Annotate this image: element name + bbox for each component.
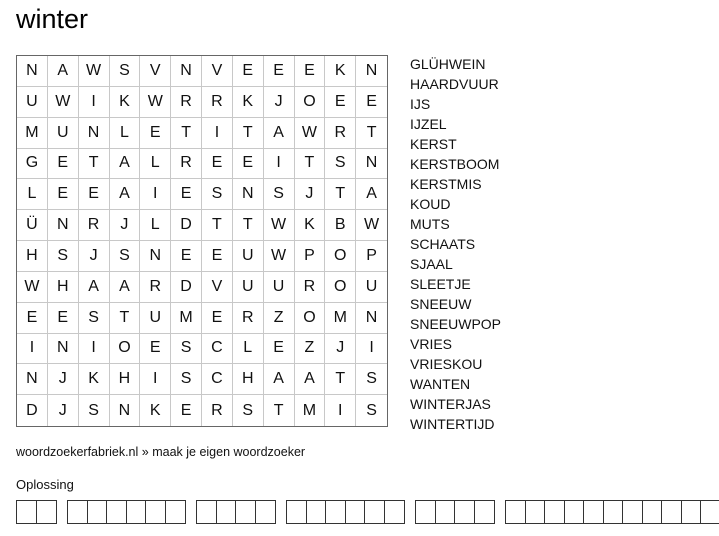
word-list-item: SJAAL [410, 256, 453, 272]
word-list-item: MUTS [410, 216, 450, 232]
grid-cell[interactable]: T [264, 395, 295, 426]
word-list-item: GLÜHWEIN [410, 56, 486, 72]
grid-cell[interactable]: L [140, 149, 171, 180]
grid-cell[interactable]: E [202, 149, 233, 180]
word-list-item: KERST [410, 136, 457, 152]
grid-cell[interactable]: E [356, 87, 387, 118]
grid-cell[interactable]: M [295, 395, 326, 426]
grid-cell[interactable]: J [48, 364, 79, 395]
grid-cell[interactable]: L [233, 334, 264, 365]
grid-cell[interactable]: M [325, 303, 356, 334]
footer-separator: » [138, 445, 153, 459]
grid-cell[interactable]: S [356, 364, 387, 395]
solution-group [286, 500, 405, 524]
grid-cell[interactable]: D [171, 210, 202, 241]
grid-cell[interactable]: T [356, 118, 387, 149]
solution-letter-box[interactable] [455, 501, 475, 523]
solution-letter-box[interactable] [346, 501, 366, 523]
solution-letter-box[interactable] [127, 501, 147, 523]
grid-cell[interactable]: E [295, 56, 326, 87]
grid-cell[interactable]: B [325, 210, 356, 241]
grid-cell[interactable]: T [79, 149, 110, 180]
grid-cell[interactable]: W [264, 210, 295, 241]
grid-cell[interactable]: A [356, 179, 387, 210]
grid-cell[interactable]: O [295, 303, 326, 334]
solution-letter-box[interactable] [701, 501, 719, 523]
grid-cell[interactable]: V [140, 56, 171, 87]
grid-cell[interactable]: S [202, 179, 233, 210]
grid-cell[interactable]: A [264, 118, 295, 149]
grid-cell[interactable]: R [79, 210, 110, 241]
grid-cell[interactable]: E [140, 334, 171, 365]
grid-cell[interactable]: U [48, 118, 79, 149]
solution-letter-box[interactable] [37, 501, 57, 523]
grid-cell[interactable]: T [325, 179, 356, 210]
word-list-item: KERSTBOOM [410, 156, 500, 172]
solution-letter-box[interactable] [307, 501, 327, 523]
solution-group [16, 500, 57, 524]
grid-cell[interactable]: E [264, 334, 295, 365]
solution-letter-box[interactable] [236, 501, 256, 523]
grid-cell[interactable]: O [295, 87, 326, 118]
solution-letter-box[interactable] [475, 501, 495, 523]
grid-cell[interactable]: P [356, 241, 387, 272]
grid-cell[interactable]: R [140, 272, 171, 303]
word-list-item: WINTERJAS [410, 396, 491, 412]
grid-cell[interactable]: P [295, 241, 326, 272]
grid-cell[interactable]: E [48, 149, 79, 180]
site-link[interactable]: woordzoekerfabriek.nl [16, 445, 139, 459]
solution-letter-box[interactable] [256, 501, 276, 523]
solution-group [196, 500, 276, 524]
grid-cell[interactable]: U [233, 241, 264, 272]
grid-cell[interactable]: N [356, 56, 387, 87]
grid-cell[interactable]: S [48, 241, 79, 272]
grid-cell[interactable]: Z [295, 334, 326, 365]
grid-cell[interactable]: A [295, 364, 326, 395]
word-list-item: KOUD [410, 196, 451, 212]
solution-letter-box[interactable] [565, 501, 585, 523]
word-list-item: KERSTMIS [410, 176, 482, 192]
grid-cell[interactable]: R [202, 87, 233, 118]
grid-cell[interactable]: W [48, 87, 79, 118]
grid-cell[interactable]: T [295, 149, 326, 180]
grid-cell[interactable]: J [325, 334, 356, 365]
grid-cell[interactable]: L [140, 210, 171, 241]
grid-cell[interactable]: M [17, 118, 48, 149]
grid-cell[interactable]: S [171, 364, 202, 395]
grid-cell[interactable]: S [264, 179, 295, 210]
grid-cell[interactable]: O [110, 334, 141, 365]
solution-letter-box[interactable] [545, 501, 565, 523]
grid-cell[interactable]: J [79, 241, 110, 272]
grid-cell[interactable]: R [325, 118, 356, 149]
grid-cell[interactable]: O [325, 272, 356, 303]
grid-cell[interactable]: I [140, 364, 171, 395]
grid-cell[interactable]: N [356, 303, 387, 334]
grid-cell[interactable]: S [79, 395, 110, 426]
solution-letter-box[interactable] [662, 501, 682, 523]
grid-cell[interactable]: T [171, 118, 202, 149]
grid-cell[interactable]: I [264, 149, 295, 180]
grid-cell[interactable]: N [79, 118, 110, 149]
grid-cell[interactable]: U [140, 303, 171, 334]
grid-cell[interactable]: A [110, 179, 141, 210]
grid-cell[interactable]: O [325, 241, 356, 272]
grid-cell[interactable]: A [48, 56, 79, 87]
grid-cell[interactable]: S [110, 56, 141, 87]
grid-cell[interactable]: L [17, 179, 48, 210]
grid-cell[interactable]: T [202, 210, 233, 241]
grid-cell[interactable]: J [264, 87, 295, 118]
grid-cell[interactable]: C [202, 334, 233, 365]
grid-cell[interactable]: E [202, 241, 233, 272]
puzzle-title: winter [16, 4, 89, 34]
grid-cell[interactable]: J [48, 395, 79, 426]
solution-letter-box[interactable] [107, 501, 127, 523]
grid-cell[interactable]: E [233, 56, 264, 87]
grid-cell[interactable]: E [171, 395, 202, 426]
grid-cell[interactable]: S [233, 395, 264, 426]
solution-letter-box[interactable] [416, 501, 436, 523]
grid-cell[interactable]: W [17, 272, 48, 303]
grid-cell[interactable]: E [233, 149, 264, 180]
grid-cell[interactable]: J [295, 179, 326, 210]
grid-cell[interactable]: N [171, 56, 202, 87]
solution-letter-box[interactable] [604, 501, 624, 523]
grid-cell[interactable]: I [79, 87, 110, 118]
footer-line [16, 445, 305, 459]
grid-cell[interactable]: K [79, 364, 110, 395]
grid-cell[interactable]: M [171, 303, 202, 334]
grid-cell[interactable]: N [48, 334, 79, 365]
grid-cell[interactable]: H [17, 241, 48, 272]
word-list-item: IJS [410, 96, 431, 112]
grid-cell[interactable]: U [264, 272, 295, 303]
word-list-item: IJZEL [410, 116, 447, 132]
solution-group [67, 500, 186, 524]
grid-cell[interactable]: K [295, 210, 326, 241]
solution-letter-box[interactable] [385, 501, 405, 523]
solution-letter-box[interactable] [88, 501, 108, 523]
grid-cell[interactable]: U [17, 87, 48, 118]
grid-cell[interactable]: I [356, 334, 387, 365]
grid-cell[interactable]: V [202, 56, 233, 87]
grid-cell[interactable]: G [17, 149, 48, 180]
grid-cell[interactable]: I [325, 395, 356, 426]
grid-cell[interactable]: K [140, 395, 171, 426]
grid-cell[interactable]: E [140, 118, 171, 149]
grid-cell[interactable]: T [233, 210, 264, 241]
grid-cell[interactable]: N [17, 56, 48, 87]
grid-cell[interactable]: A [110, 149, 141, 180]
grid-cell[interactable]: J [110, 210, 141, 241]
grid-cell[interactable]: N [140, 241, 171, 272]
grid-cell[interactable]: E [48, 179, 79, 210]
grid-cell[interactable]: T [233, 118, 264, 149]
grid-cell[interactable]: E [48, 303, 79, 334]
grid-cell[interactable]: L [110, 118, 141, 149]
grid-cell[interactable]: E [79, 179, 110, 210]
word-list-item: WANTEN [410, 376, 471, 392]
grid-cell[interactable]: R [202, 395, 233, 426]
grid-cell[interactable]: T [325, 364, 356, 395]
word-list-item: SNEEUW [410, 296, 472, 312]
grid-cell[interactable]: N [356, 149, 387, 180]
grid-cell[interactable]: A [264, 364, 295, 395]
solution-letter-box[interactable] [146, 501, 166, 523]
solution-letter-box[interactable] [365, 501, 385, 523]
grid-cell[interactable]: N [17, 364, 48, 395]
grid-cell[interactable]: E [171, 241, 202, 272]
grid-cell[interactable]: S [171, 334, 202, 365]
solution-letter-box[interactable] [68, 501, 88, 523]
word-list-item: VRIESKOU [410, 356, 483, 372]
grid-cell[interactable]: Z [264, 303, 295, 334]
grid-cell[interactable]: H [48, 272, 79, 303]
grid-cell[interactable]: U [233, 272, 264, 303]
grid-cell[interactable]: E [202, 303, 233, 334]
grid-cell[interactable]: D [17, 395, 48, 426]
grid-cell[interactable]: I [79, 334, 110, 365]
grid-cell[interactable]: A [79, 272, 110, 303]
grid-cell[interactable]: I [202, 118, 233, 149]
grid-cell[interactable]: E [17, 303, 48, 334]
grid-cell[interactable]: E [264, 56, 295, 87]
grid-cell[interactable]: I [140, 179, 171, 210]
grid-cell[interactable]: R [171, 149, 202, 180]
grid-cell[interactable]: W [264, 241, 295, 272]
solution-label: Oplossing [16, 477, 74, 492]
solution-letter-box[interactable] [197, 501, 217, 523]
grid-cell[interactable]: W [356, 210, 387, 241]
solution-letter-box[interactable] [526, 501, 546, 523]
grid-cell[interactable]: Ü [17, 210, 48, 241]
grid-cell[interactable]: K [325, 56, 356, 87]
grid-cell[interactable]: W [295, 118, 326, 149]
grid-cell[interactable]: H [233, 364, 264, 395]
solution-letter-box[interactable] [584, 501, 604, 523]
word-list-item: SLEETJE [410, 276, 471, 292]
solution-letter-box[interactable] [326, 501, 346, 523]
grid-cell[interactable]: K [233, 87, 264, 118]
solution-letter-box[interactable] [17, 501, 37, 523]
grid-cell[interactable]: K [110, 87, 141, 118]
grid-cell[interactable]: E [325, 87, 356, 118]
word-list-item: SNEEUWPOP [410, 316, 502, 332]
solution-letter-box[interactable] [217, 501, 237, 523]
grid-cell[interactable]: A [110, 272, 141, 303]
grid-cell[interactable]: N [48, 210, 79, 241]
grid-cell[interactable]: S [325, 149, 356, 180]
grid-cell[interactable]: D [171, 272, 202, 303]
word-list-item: VRIES [410, 336, 453, 352]
grid-cell[interactable]: N [233, 179, 264, 210]
solution-letter-box[interactable] [166, 501, 186, 523]
grid-cell[interactable]: R [295, 272, 326, 303]
footer-tagline[interactable]: maak je eigen woordzoeker [152, 445, 306, 459]
grid-cell[interactable]: S [366, 401, 377, 419]
solution-group [415, 500, 495, 524]
grid-cell[interactable]: E [171, 179, 202, 210]
solution-letter-box[interactable] [623, 501, 643, 523]
grid-cell[interactable]: T [110, 303, 141, 334]
word-list-item: WINTERTIJD [410, 416, 495, 432]
word-list [410, 54, 501, 434]
grid-cell[interactable]: R [171, 87, 202, 118]
grid-cell[interactable]: V [202, 272, 233, 303]
word-search-grid [16, 55, 388, 427]
grid-cell[interactable]: I [17, 334, 48, 365]
solution-letter-box[interactable] [506, 501, 526, 523]
word-list-item: HAARDVUUR [410, 76, 499, 92]
grid-cell[interactable]: S [110, 241, 141, 272]
solution-letter-box[interactable] [436, 501, 456, 523]
grid-cell[interactable]: C [202, 364, 233, 395]
grid-cell[interactable]: N [110, 395, 141, 426]
solution-letter-box[interactable] [287, 501, 307, 523]
grid-cell[interactable]: R [233, 303, 264, 334]
grid-cell[interactable]: W [79, 56, 110, 87]
solution-group [505, 500, 719, 524]
grid-cell[interactable]: U [356, 272, 387, 303]
solution-letter-box[interactable] [643, 501, 663, 523]
word-list-item: SCHAATS [410, 236, 476, 252]
grid-cell[interactable]: S [79, 303, 110, 334]
solution-letter-box[interactable] [682, 501, 702, 523]
grid-cell[interactable]: H [110, 364, 141, 395]
grid-cell[interactable]: W [140, 87, 171, 118]
